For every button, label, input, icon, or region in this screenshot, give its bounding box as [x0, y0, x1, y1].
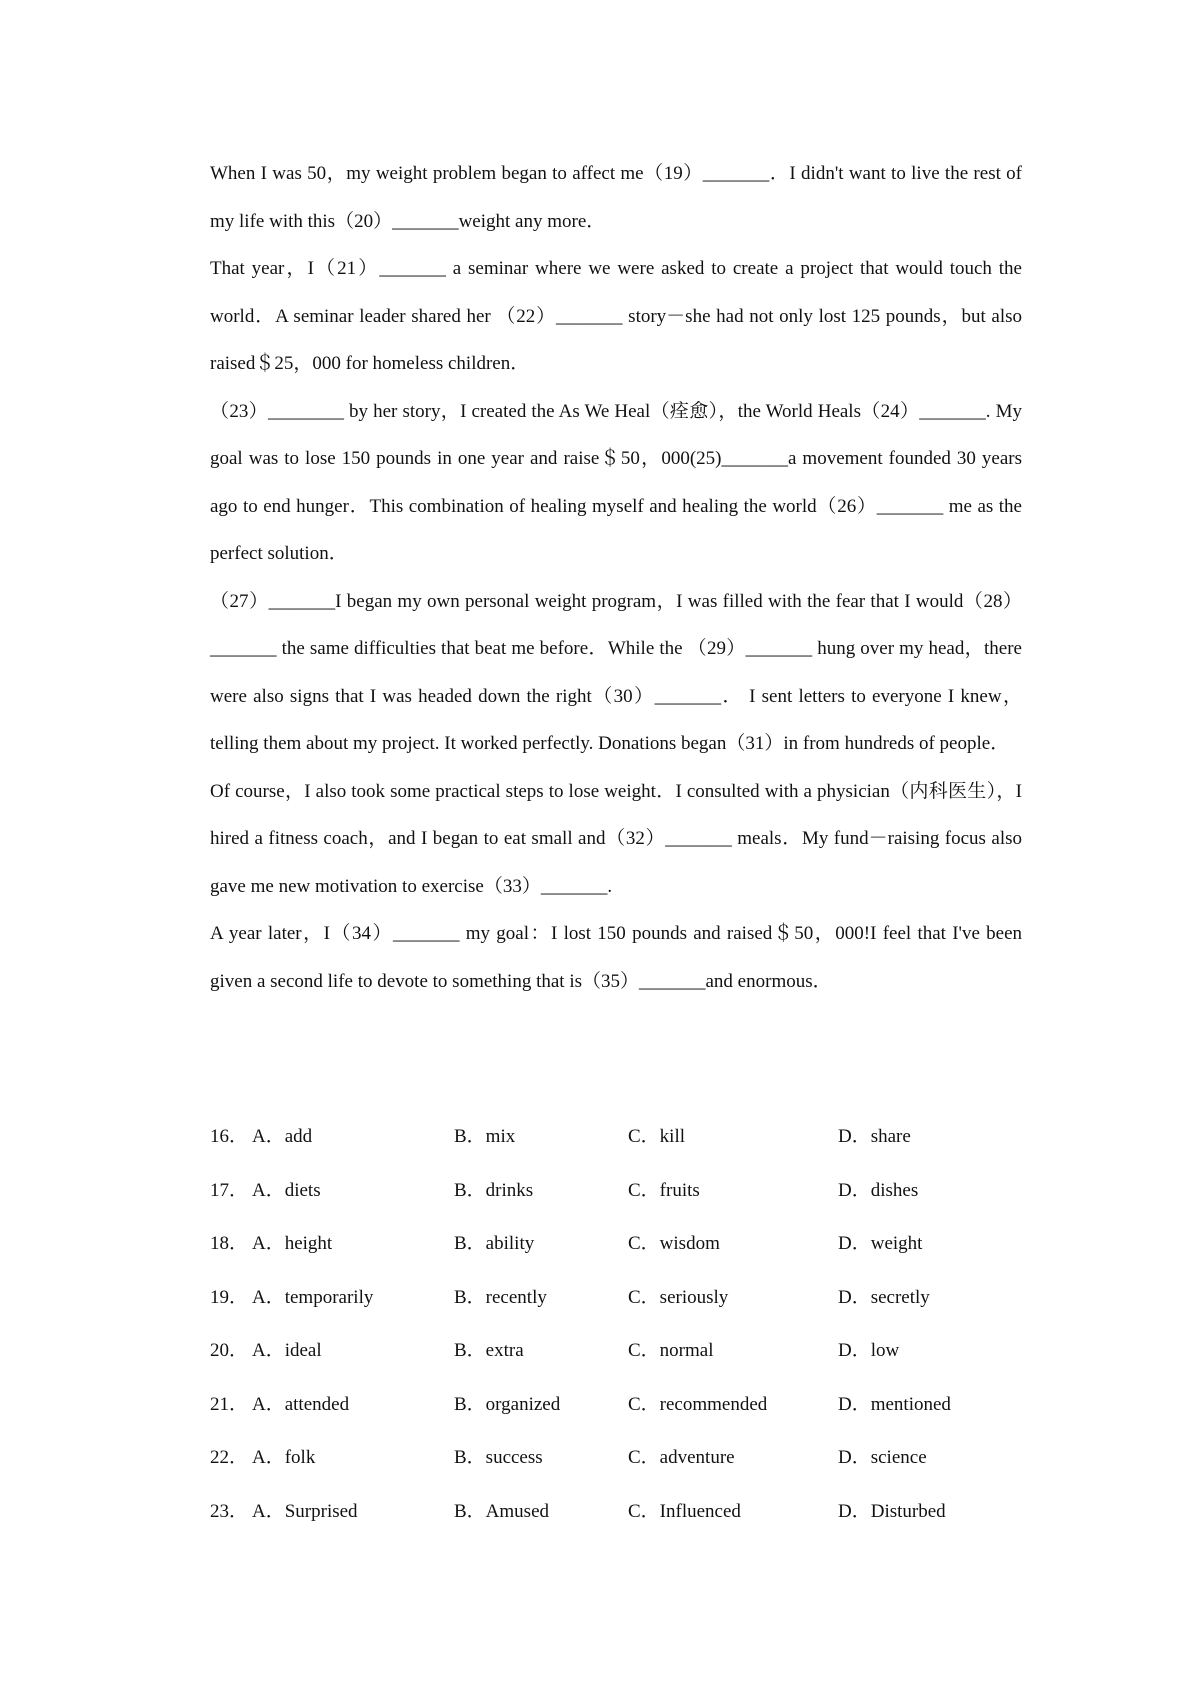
option-b: B．mix: [454, 1126, 516, 1148]
options-list: [210, 1108, 1022, 1536]
question-row: [210, 1215, 1022, 1269]
paragraph-3: （23）________ by her story，I created the As We Heal（痊愈），the World Heals（24）_______. My goal was to lose 150 pounds in one year and raise＄50，000(25)_______a movement founded 30 years ago to end hunger．This combination of healing myself and healing the world（26）_______ me as the perfect solution．: [210, 400, 1022, 564]
option-c: C．normal: [628, 1340, 714, 1362]
question-number: 17．: [210, 1179, 249, 1201]
option-b: B．Amused: [454, 1500, 550, 1522]
question-row: [210, 1108, 1022, 1162]
paragraph-1: When I was 50，my weight problem began to affect me（19）_______．I didn't want to live the rest of my life with this（20）_______weight any more．: [210, 163, 1022, 232]
question-number: 16．: [210, 1126, 249, 1148]
option-d: D．dishes: [838, 1179, 919, 1201]
question-row: [210, 1322, 1022, 1376]
question-row: [210, 1376, 1022, 1430]
option-a: A．folk: [252, 1447, 316, 1469]
option-a: A．height: [252, 1233, 333, 1255]
option-c: C．seriously: [628, 1286, 729, 1308]
option-a: A．temporarily: [252, 1286, 374, 1308]
question-row: [210, 1269, 1022, 1323]
option-d: D．mentioned: [838, 1393, 951, 1415]
option-a: A．ideal: [252, 1340, 322, 1362]
question-number: 18．: [210, 1233, 249, 1255]
option-c: C．recommended: [628, 1393, 768, 1415]
option-c: C．fruits: [628, 1179, 700, 1201]
option-b: B．drinks: [454, 1179, 534, 1201]
question-row: [210, 1429, 1022, 1483]
paragraph-6: A year later，I（34）_______ my goal：I lost 150 pounds and raised＄50，000!I feel that I've been given a second life to devote to something that is（35）_______and enormous．: [210, 923, 1022, 992]
option-d: D．secretly: [838, 1286, 930, 1308]
option-d: D．share: [838, 1126, 911, 1148]
option-d: D．science: [838, 1447, 927, 1469]
question-number: 20．: [210, 1340, 249, 1362]
option-b: B．recently: [454, 1286, 547, 1308]
question-number: 21．: [210, 1393, 249, 1415]
option-a: A．diets: [252, 1179, 321, 1201]
option-c: C．Influenced: [628, 1500, 741, 1522]
option-d: D．low: [838, 1340, 900, 1362]
option-d: D．Disturbed: [838, 1500, 946, 1522]
question-number: 23．: [210, 1500, 249, 1522]
option-a: A．add: [252, 1126, 313, 1148]
option-b: B．success: [454, 1447, 543, 1469]
paragraph-2: That year，I（21）_______ a seminar where we were asked to create a project that would touch the world．A seminar leader shared her （22）_______ story－she had not only lost 125 pounds，but also raised＄25，000 for homeless children．: [210, 258, 1022, 374]
option-d: D．weight: [838, 1233, 923, 1255]
option-a: A．attended: [252, 1393, 350, 1415]
option-b: B．organized: [454, 1393, 561, 1415]
option-b: B．ability: [454, 1233, 535, 1255]
paragraph-5: Of course，I also took some practical steps to lose weight．I consulted with a physician（内科医生），I hired a fitness coach，and I began to eat small and（32）_______ meals．My fund－raising focus also gave me new motivation to exercise（33）_______.: [210, 780, 1022, 897]
question-number: 22．: [210, 1447, 249, 1469]
option-a: A．Surprised: [252, 1500, 358, 1522]
option-c: C．kill: [628, 1126, 686, 1148]
option-c: C．adventure: [628, 1447, 735, 1469]
question-number: 19．: [210, 1286, 249, 1308]
passage: [210, 150, 1022, 1005]
option-b: B．extra: [454, 1340, 524, 1362]
option-c: C．wisdom: [628, 1233, 720, 1255]
question-row: [210, 1162, 1022, 1216]
question-row: [210, 1483, 1022, 1537]
paragraph-4: （27）_______I began my own personal weight program，I was filled with the fear that I would（28）_______ the same difficulties that beat me before．While the （29）_______ hung over my head，there were also signs that I was headed down the right（30）_______． I sent letters to everyone I knew，telling them about my project. It worked perfectly. Donations began（31）in from hundreds of people．: [210, 590, 1022, 754]
